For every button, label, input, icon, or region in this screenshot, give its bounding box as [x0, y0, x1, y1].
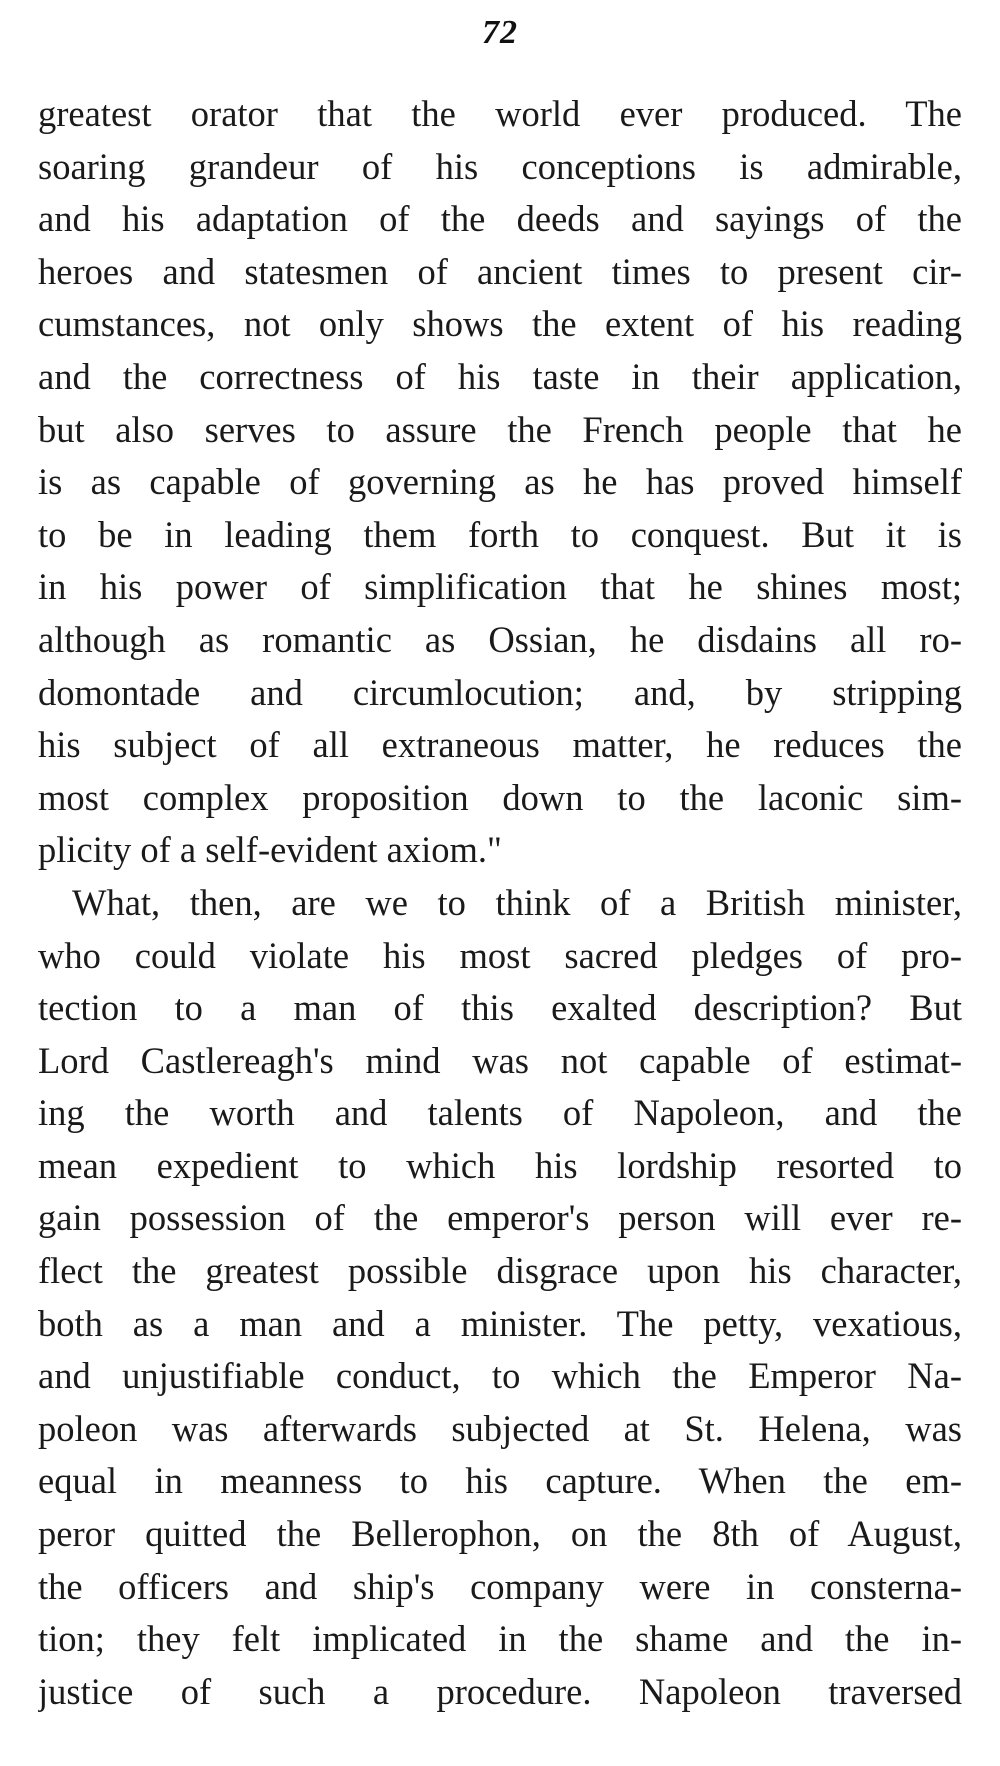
text-line: both as a man and a minister. The petty, vexatious,	[38, 1302, 962, 1344]
text-line: his subject of all extraneous matter, he reduces the	[38, 724, 962, 766]
text-line: is as capable of governing as he has proved himself	[38, 461, 962, 503]
text-line: poleon was afterwards subjected at St. Helena, was	[38, 1407, 962, 1449]
text-line: flect the greatest possible disgrace upon his character,	[38, 1250, 962, 1292]
text-line: cumstances, not only shows the extent of his reading	[38, 303, 962, 345]
text-line: ing the worth and talents of Napoleon, and the	[38, 1092, 962, 1134]
text-line: and his adaptation of the deeds and sayings of the	[38, 198, 962, 240]
text-line: and the correctness of his taste in their application,	[38, 355, 962, 397]
body-text	[38, 88, 962, 1718]
text-line: most complex proposition down to the laconic sim-	[38, 776, 962, 818]
text-line: to be in leading them forth to conquest. But it is	[38, 513, 962, 555]
text-line: gain possession of the emperor's person will ever re-	[38, 1197, 962, 1239]
page-number: 72	[482, 14, 518, 51]
text-line: and unjustifiable conduct, to which the Emperor Na-	[38, 1355, 962, 1397]
text-line: mean expedient to which his lordship resorted to	[38, 1144, 962, 1186]
text-line: tion; they felt implicated in the shame and the in-	[38, 1618, 962, 1660]
paragraph-1	[38, 88, 962, 877]
text-line: equal in meanness to his capture. When the em-	[38, 1460, 962, 1502]
text-line: peror quitted the Bellerophon, on the 8th of August,	[38, 1513, 962, 1555]
text-line: Lord Castlereagh's mind was not capable of estimat-	[38, 1039, 962, 1081]
text-line: greatest orator that the world ever produced. The	[38, 93, 962, 134]
text-line: although as romantic as Ossian, he disdains all ro-	[38, 618, 962, 660]
text-line: but also serves to assure the French people that he	[38, 408, 962, 450]
text-line: justice of such a procedure. Napoleon traversed	[38, 1670, 962, 1712]
text-line: soaring grandeur of his conceptions is admirable,	[38, 145, 962, 187]
text-line: What, then, are we to think of a British minister,	[72, 881, 962, 923]
text-line: in his power of simplification that he shines most;	[38, 566, 962, 608]
text-line: plicity of a self-evident axiom."	[38, 829, 502, 871]
text-line: the officers and ship's company were in consterna-	[38, 1565, 962, 1607]
text-line: who could violate his most sacred pledges of pro-	[38, 934, 962, 976]
text-line: heroes and statesmen of ancient times to present cir-	[38, 250, 962, 292]
text-line: domontade and circumlocution; and, by stripping	[38, 671, 962, 713]
paragraph-2	[38, 877, 962, 1719]
text-line: tection to a man of this exalted description? But	[38, 987, 962, 1029]
